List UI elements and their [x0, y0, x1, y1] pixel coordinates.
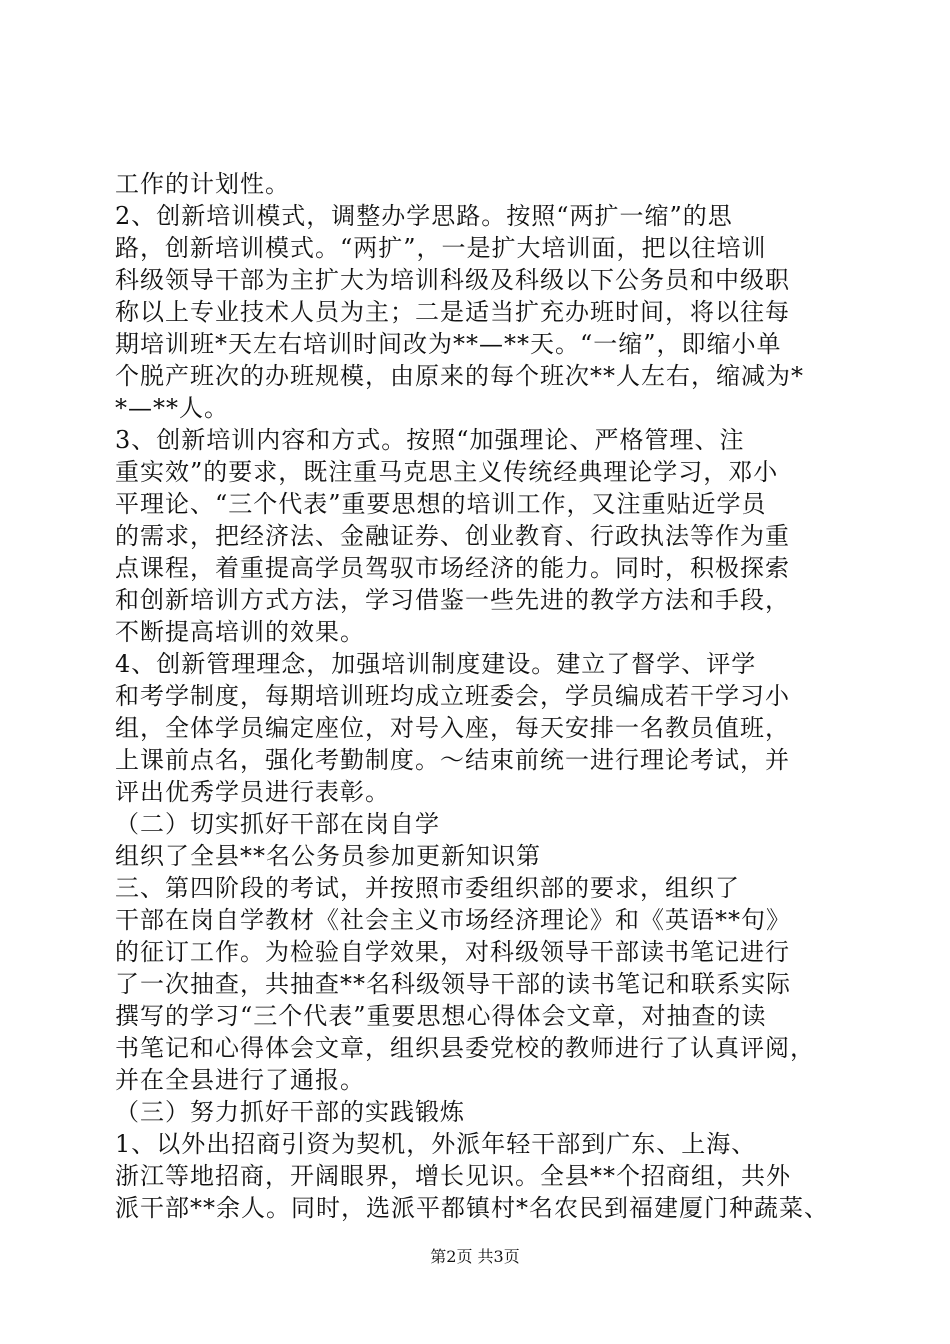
text-line: 3、创新培训内容和方式。按照“加强理论、严格管理、注: [115, 426, 745, 454]
text-line: 并在全县进行了通报。: [115, 1066, 365, 1094]
text-line: 1、以外出招商引资为契机，外派年轻干部到广东、上海、: [115, 1130, 757, 1158]
text-line: 组织了全县**名公务员参加更新知识第: [115, 842, 541, 870]
text-line: 组，全体学员编定座位，对号入座，每天安排一名教员值班，: [115, 714, 790, 742]
text-line: 期培训班*天左右培训时间改为**—**天。“一缩”，即缩小单: [115, 330, 782, 358]
text-line: *—**人。: [115, 394, 229, 422]
text-line: 平理论、“三个代表”重要思想的培训工作，又注重贴近学员: [115, 490, 767, 518]
text-line: 重实效”的要求，既注重马克思主义传统经典理论学习，邓小: [115, 458, 779, 486]
text-line: 上课前点名，强化考勤制度。～结束前统一进行理论考试，并: [115, 746, 790, 774]
text-line: 科级领导干部为主扩大为培训科级及科级以下公务员和中级职: [115, 266, 790, 294]
text-line: 点课程，着重提高学员驾驭市场经济的能力。同时，积极探索: [115, 554, 790, 582]
text-line: 和考学制度，每期培训班均成立班委会，学员编成若干学习小: [115, 682, 790, 710]
text-line: 派干部**余人。同时，选派平都镇村*名农民到福建厦门种蔬菜、: [115, 1194, 829, 1222]
text-line: 4、创新管理理念，加强培训制度建设。建立了督学、评学: [115, 650, 757, 678]
text-line: 干部在岗自学教材《社会主义市场经济理论》和《英语**句》: [115, 906, 791, 934]
text-line: 了一次抽查，共抽查**名科级领导干部的读书笔记和联系实际: [115, 970, 791, 998]
document-body: [115, 168, 855, 1224]
text-line: 书笔记和心得体会文章，组织县委党校的教师进行了认真评阅，: [115, 1034, 815, 1062]
text-line: 浙江等地招商，开阔眼界，增长见识。全县**个招商组，共外: [115, 1162, 791, 1190]
text-line: 评出优秀学员进行表彰。: [115, 778, 390, 806]
text-line: 和创新培训方式方法，学习借鉴一些先进的教学方法和手段，: [115, 586, 790, 614]
text-line: 的征订工作。为检验自学效果，对科级领导干部读书笔记进行: [115, 938, 790, 966]
section-heading: （三）努力抓好干部的实践锻炼: [115, 1098, 465, 1126]
text-line: 三、第四阶段的考试，并按照市委组织部的要求，组织了: [115, 874, 740, 902]
text-line: 不断提高培训的效果。: [115, 618, 365, 646]
text-line: 工作的计划性。: [115, 170, 290, 198]
text-line: 路，创新培训模式。“两扩”，一是扩大培训面，把以往培训: [115, 234, 767, 262]
section-heading: （二）切实抓好干部在岗自学: [115, 810, 440, 838]
text-line: 2、创新培训模式，调整办学思路。按照“两扩一缩”的思: [115, 202, 733, 230]
text-line: 个脱产班次的办班规模，由原来的每个班次**人左右，缩减为*: [115, 362, 804, 390]
text-line: 的需求，把经济法、金融证券、创业教育、行政执法等作为重: [115, 522, 790, 550]
text-line: 称以上专业技术人员为主；二是适当扩充办班时间，将以往每: [115, 298, 790, 326]
page-footer: 第2页 共3页: [430, 1247, 520, 1266]
text-line: 撰写的学习“三个代表”重要思想心得体会文章，对抽查的读: [115, 1002, 767, 1030]
